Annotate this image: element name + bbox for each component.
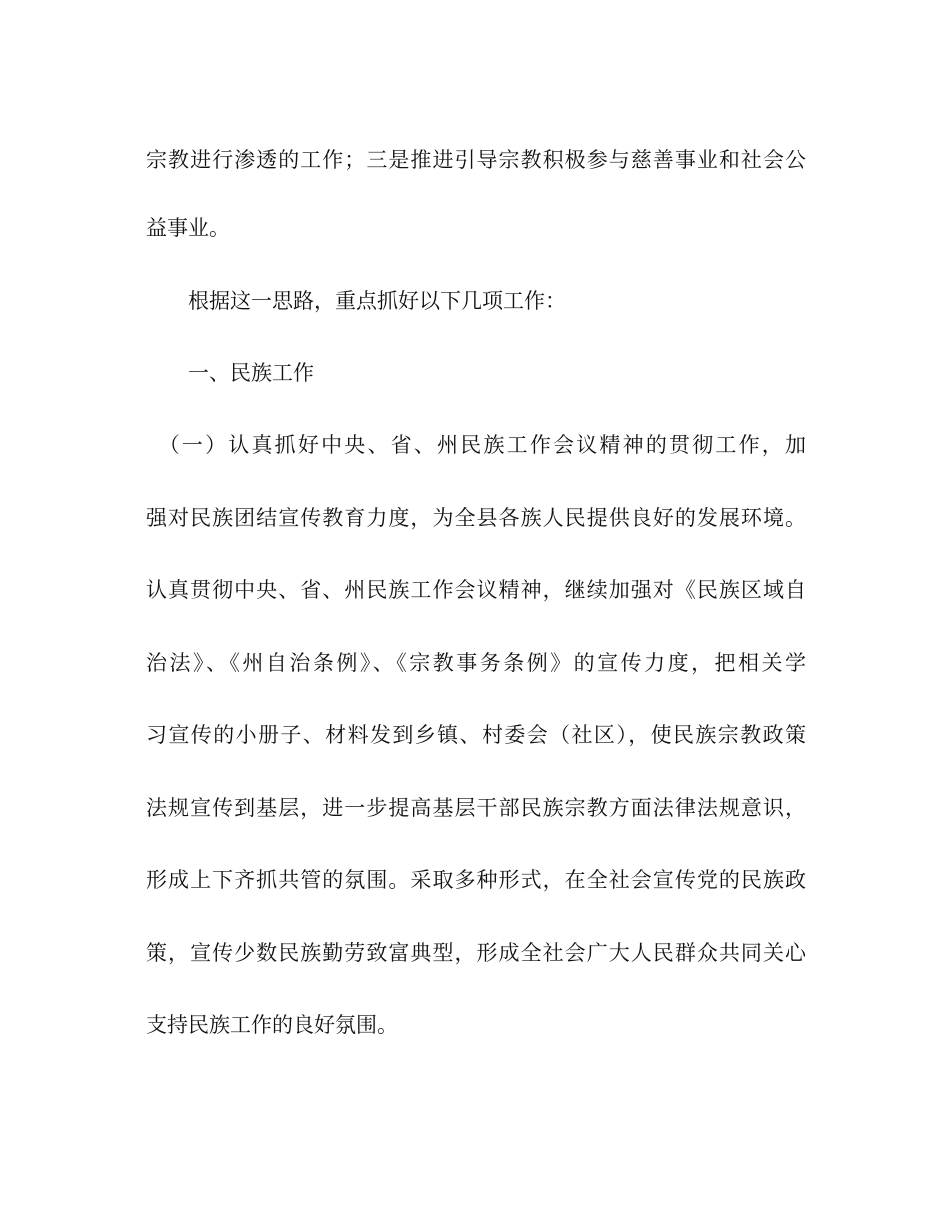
paragraph-line: 宗教进行渗透的工作；三是推进引导宗教积极参与慈善事业和社会公 <box>146 148 806 172</box>
paragraph-line: 习宣传的小册子、材料发到乡镇、村委会（社区），使民族宗教政策 <box>146 723 806 747</box>
paragraph-line: 强对民族团结宣传教育力度，为全县各族人民提供良好的发展环境。 <box>146 506 806 530</box>
section-heading: 一、民族工作 <box>146 361 314 385</box>
paragraph-line: 认真贯彻中央、省、州民族工作会议精神，继续加强对《民族区域自 <box>146 578 806 602</box>
paragraph-line: 法规宣传到基层，进一步提高基层干部民族宗教方面法律法规意识， <box>146 796 806 820</box>
paragraph-line: 治法》、《州自治条例》、《宗教事务条例》的宣传力度，把相关学 <box>146 651 806 675</box>
paragraph-line: 益事业。 <box>146 216 230 240</box>
paragraph-line: 策，宣传少数民族勤劳致富典型，形成全社会广大人民群众共同关心 <box>146 941 806 965</box>
subsection-heading: （一）认真抓好中央、省、州民族工作会议精神的贯彻工作，加 <box>146 433 806 457</box>
paragraph-line: 形成上下齐抓共管的氛围。采取多种形式，在全社会宣传党的民族政 <box>146 868 806 892</box>
paragraph-line: 根据这一思路，重点抓好以下几项工作： <box>146 289 566 313</box>
paragraph-line: 支持民族工作的良好氛围。 <box>146 1013 398 1037</box>
